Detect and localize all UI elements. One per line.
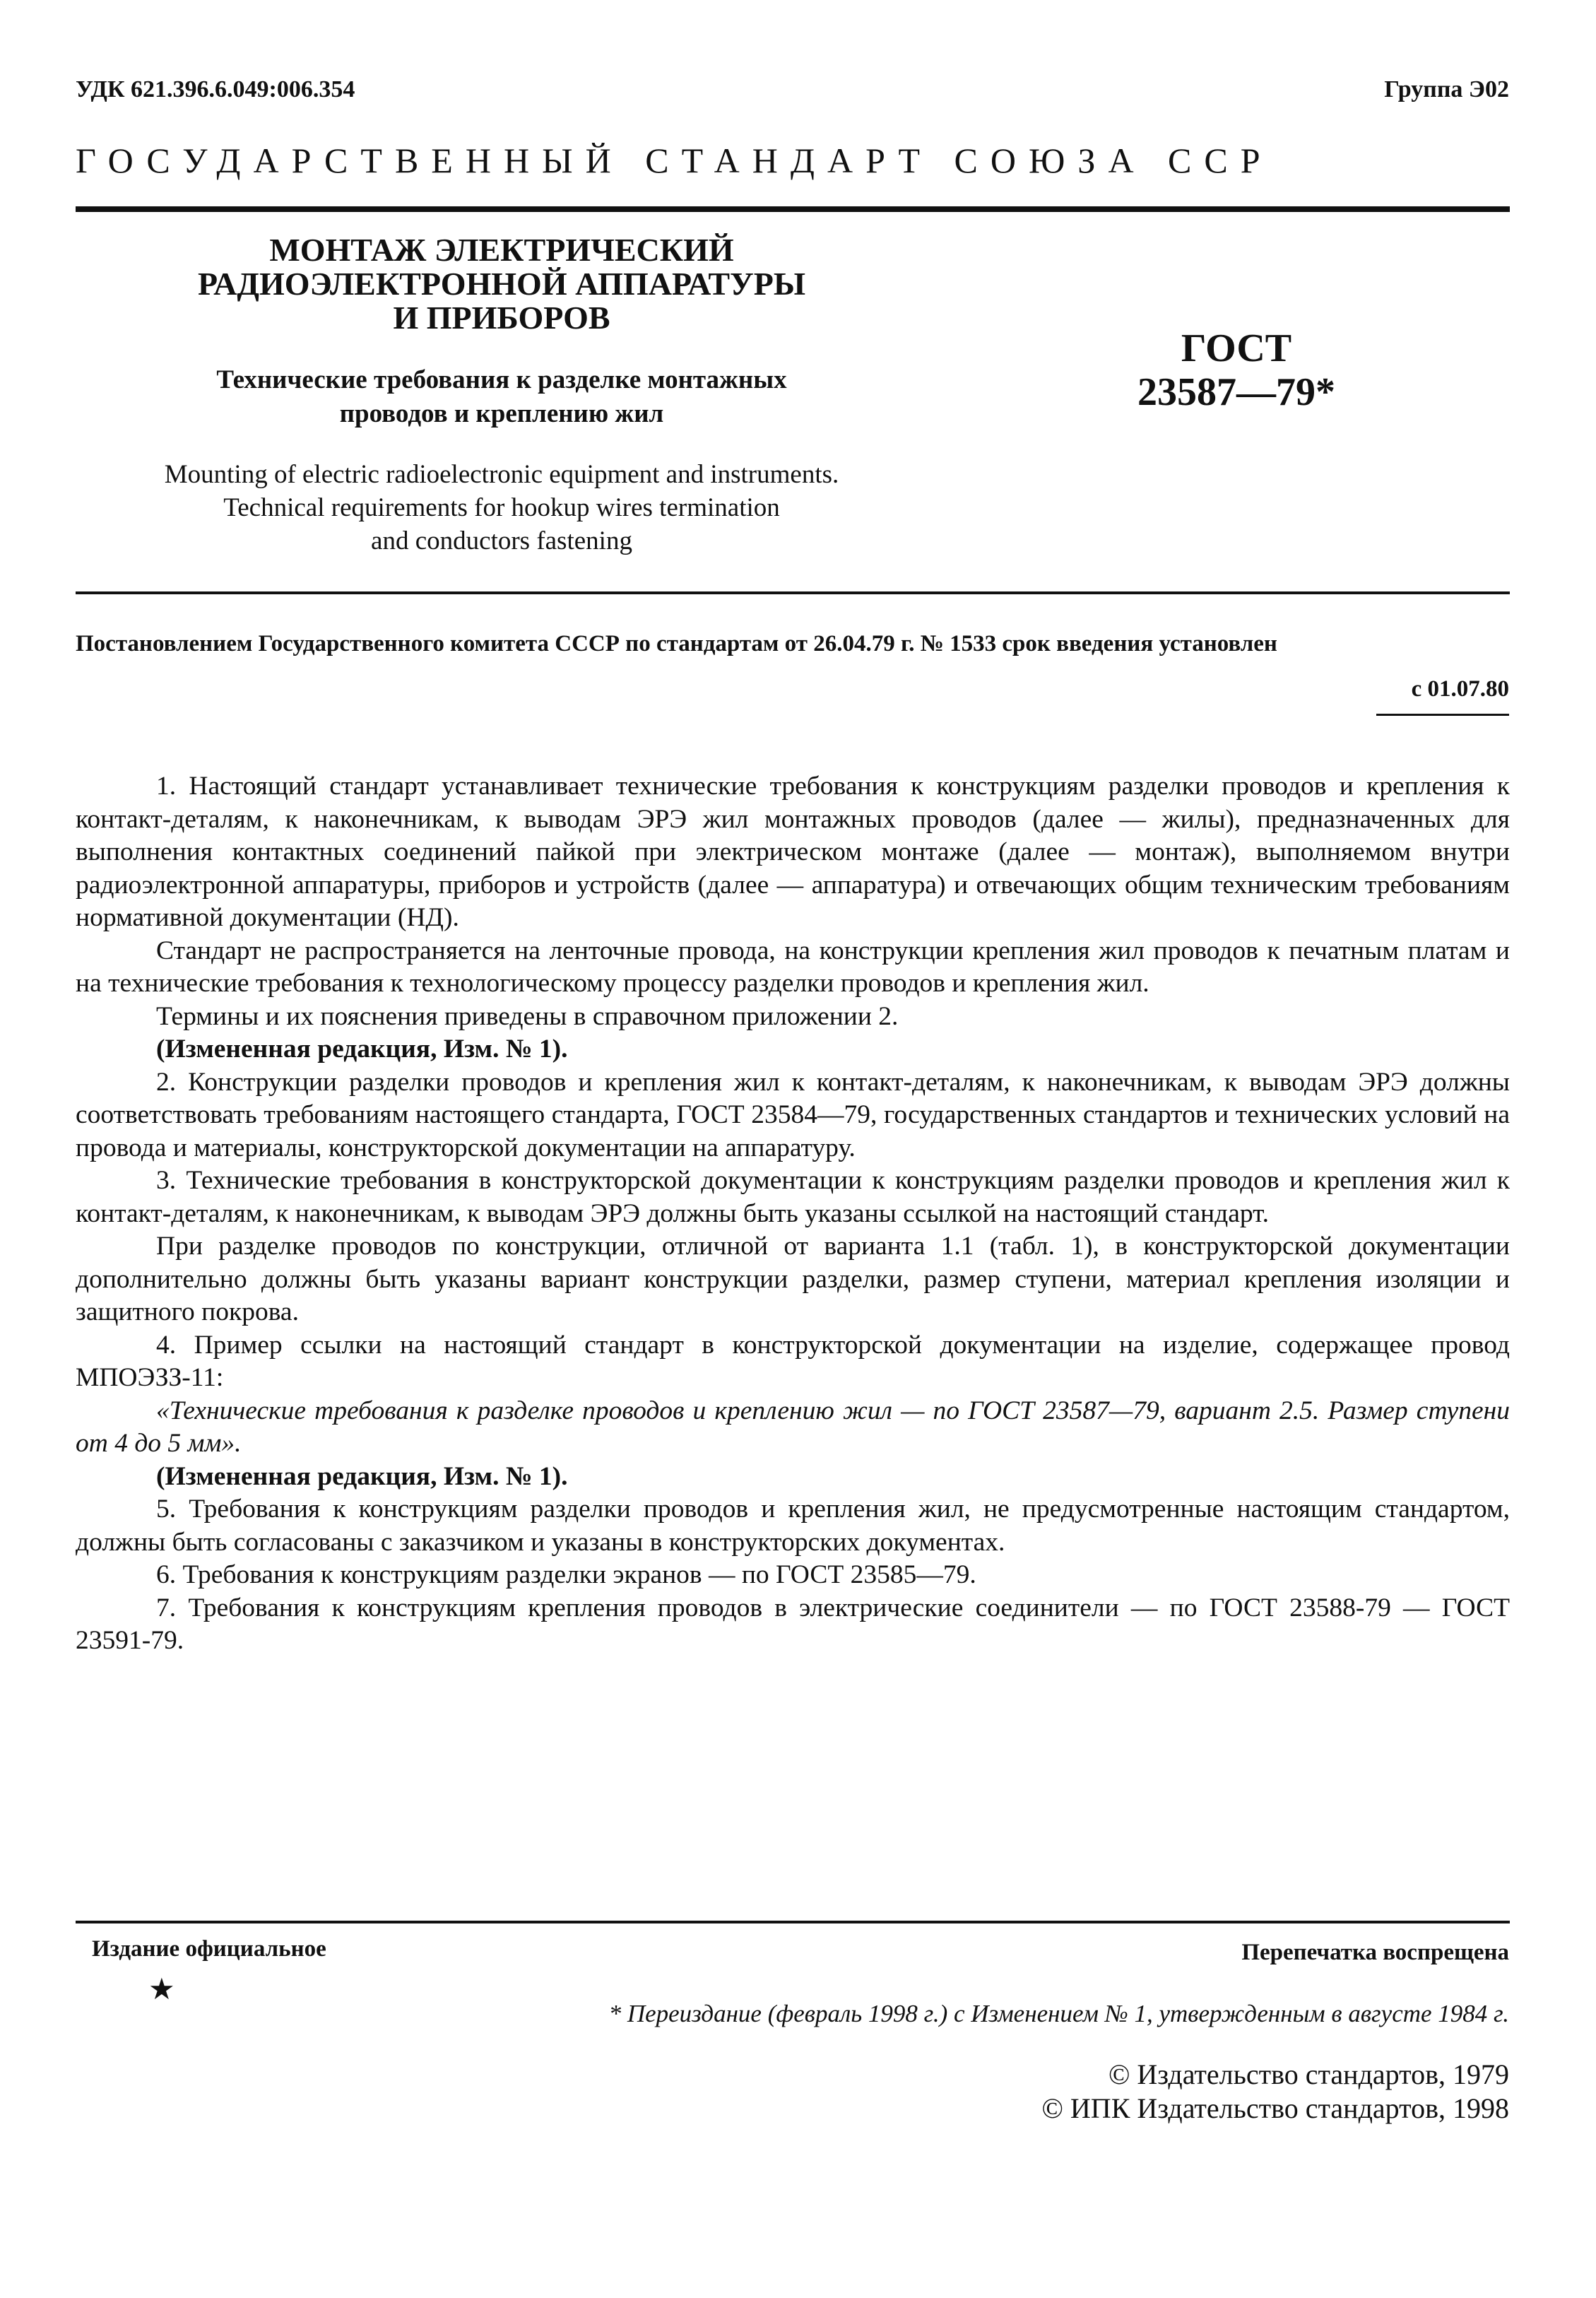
reprint-prohibited-label: Перепечатка воспрещена [1241, 1940, 1509, 1965]
english-title-line-2: Technical requirements for hookup wires termination [223, 493, 780, 522]
title-line-3: И ПРИБОРОВ [393, 300, 610, 336]
amendment-note-1: (Измененная редакция, Изм. № 1). [156, 1035, 568, 1063]
paragraph-2: 2. Конструкции разделки проводов и крепления жил к контакт-деталям, к наконечникам, к выводам ЭРЭ должны соответствовать требованиям настоящего стандарта, ГОСТ 23584—79, государственных стандартов и технических условий на провода и материалы, конструкторской документации на аппаратуру. [76, 1067, 1510, 1162]
star-icon: ★ [148, 1974, 175, 2006]
english-title-line-1: Mounting of electric radioelectronic equipment and instruments. [164, 460, 839, 489]
state-standard-heading: ГОСУДАРСТВЕННЫЙ СТАНДАРТ СОЮЗА ССР [76, 141, 1273, 180]
copyright-line-1: © Издательство стандартов, 1979 [1108, 2058, 1509, 2090]
paragraph-7: 7. Требования к конструкциям крепления проводов в электрические соединители — по ГОСТ 23588-79 — ГОСТ 23591-79. [76, 1593, 1510, 1655]
gost-number: 23587—79* [1137, 370, 1335, 414]
title-line-2: РАДИОЭЛЕКТРОННОЙ АППАРАТУРЫ [197, 266, 806, 302]
udk-code: УДК 621.396.6.049:006.354 [76, 76, 355, 102]
bottom-rule [76, 1921, 1510, 1923]
paragraph-scope: Стандарт не распространяется на ленточные провода, на конструкции крепления жил проводов к печатным платам и на технические требования к технологическому процессу разделки проводов и крепления жил. [76, 936, 1510, 998]
subtitle [106, 363, 897, 431]
document-body [76, 770, 1510, 1658]
title-block [106, 233, 897, 558]
gost-label: ГОСТ [1181, 326, 1292, 370]
gost-designation [1137, 326, 1335, 414]
paragraph-5: 5. Требования к конструкциям разделки проводов и крепления жил, не предусмотренные настоящим стандартом, должны быть согласованы с заказчиком и указаны в конструкторских документах. [76, 1495, 1510, 1557]
paragraph-6: 6. Требования к конструкциям разделки экранов — по ГОСТ 23585—79. [156, 1560, 976, 1589]
copyright-line-2: © ИПК Издательство стандартов, 1998 [1041, 2092, 1509, 2124]
decree-date-underline [1376, 714, 1509, 716]
decree-text: Постановлением Государственного комитета СССР по стандартам от 26.04.79 г. № 1533 срок введения установлен [76, 631, 1277, 656]
title-line-1: МОНТАЖ ЭЛЕКТРИЧЕСКИЙ [269, 232, 734, 268]
middle-rule [76, 591, 1510, 594]
top-rule [76, 206, 1510, 212]
english-title [106, 458, 897, 558]
group-code: Группа Э02 [1384, 76, 1509, 102]
subtitle-line-1: Технические требования к разделке монтажных [216, 365, 787, 394]
english-title-line-3: and conductors fastening [371, 526, 632, 555]
amendment-note-2: (Измененная редакция, Изм. № 1). [156, 1461, 568, 1491]
decree-date: с 01.07.80 [1411, 676, 1509, 702]
paragraph-1: 1. Настоящий стандарт устанавливает технические требования к конструкциям разделки проводов и крепления к контакт-деталям, к наконечникам, к выводам ЭРЭ жил монтажных проводов (далее — жилы), предназначенных для выполнения контактных соединений пайкой при электрическом монтаже (далее — монтаж), выполняемом внутри радиоэлектронной аппаратуры, приборов и устройств (далее — аппаратура) и отвечающих общим техническим требованиям нормативной документации (НД). [76, 772, 1510, 932]
paragraph-4: 4. Пример ссылки на настоящий стандарт в конструкторской документации на изделие, содержащее провод МПОЭЗЗ-11: [76, 1330, 1510, 1392]
paragraph-terms: Термины и их пояснения приведены в справочном приложении 2. [156, 1001, 899, 1031]
paragraph-4-example: «Технические требования к разделке проводов и креплению жил — по ГОСТ 23587—79, вариант 2.5. Размер ступени от 4 до 5 мм». [76, 1396, 1510, 1458]
official-edition-label: Издание официальное [92, 1936, 326, 1962]
paragraph-3: 3. Технические требования в конструкторской документации к конструкциям разделки проводов и крепления жил к контакт-деталям, к наконечникам, к выводам ЭРЭ должны быть указаны ссылкой на настоящий стандарт. [76, 1166, 1510, 1228]
reissue-note: * Переиздание (февраль 1998 г.) с Изменением № 1, утвержденным в августе 1984 г. [608, 2000, 1509, 2027]
copyright-block [1042, 2058, 1509, 2126]
paragraph-3-detail: При разделке проводов по конструкции, отличной от варианта 1.1 (табл. 1), в конструкторской документации дополнительно должны быть указаны вариант конструкции разделки, размер ступени, материал крепления изоляции и защитного покрова. [76, 1232, 1510, 1326]
subtitle-line-2: проводов и креплению жил [339, 399, 664, 428]
